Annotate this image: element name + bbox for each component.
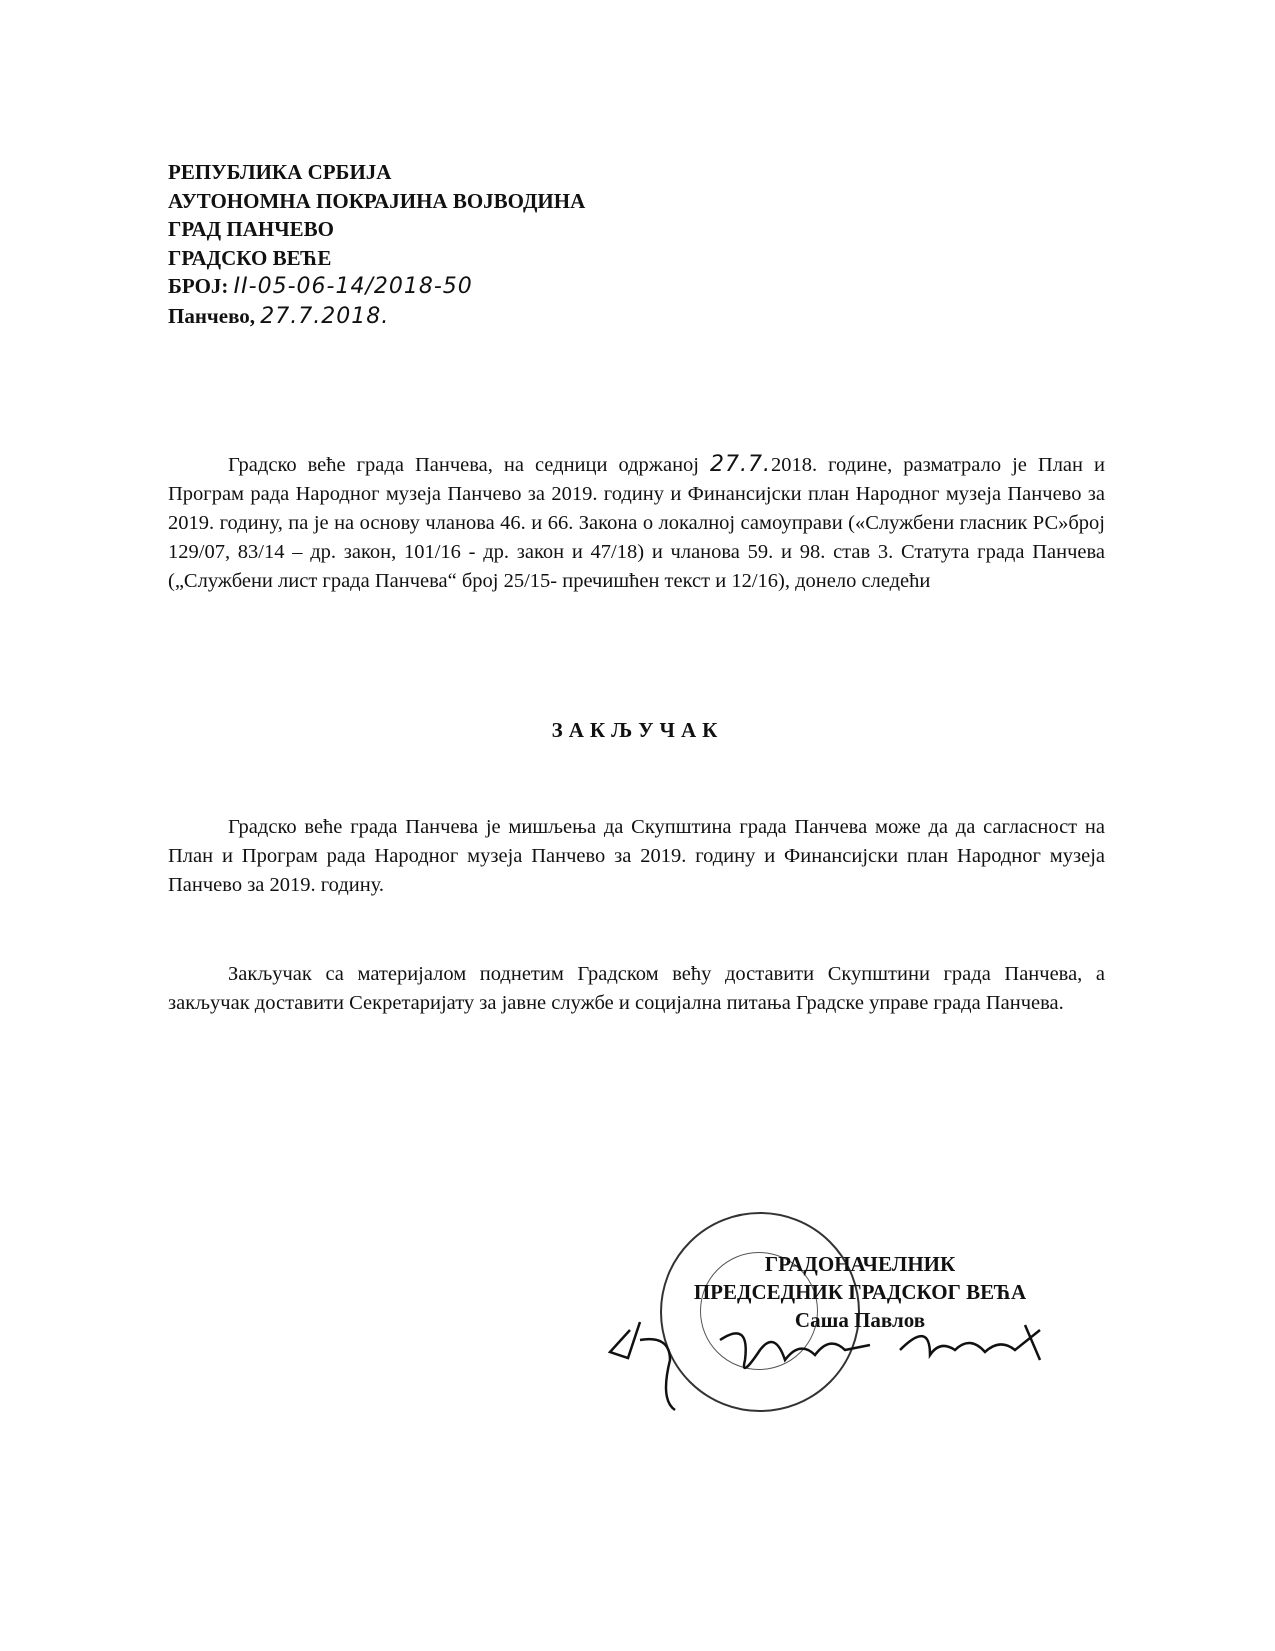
signatory-title-mayor: ГРАДОНАЧЕЛНИК bbox=[764, 1252, 956, 1276]
header-council: ГРАДСКО ВЕЋЕ bbox=[168, 245, 332, 270]
conclusion-paragraph-2: Закључак са материјалом поднетим Градском већу доставити Скупштини града Панчева, а закључак доставити Секретаријату за јавне службе и социјална питања Градске управе града Панчева. bbox=[168, 963, 1105, 1014]
signatory-name: Саша Павлов bbox=[794, 1308, 926, 1332]
handwritten-session-date: 27.7. bbox=[710, 452, 771, 477]
header-city: ГРАД ПАНЧЕВО bbox=[168, 217, 334, 241]
handwritten-number: II-05-06-14/2018-50 bbox=[233, 274, 473, 299]
handwritten-signature bbox=[600, 1300, 1060, 1420]
header-number: БРОЈ: II-05-06-14/2018-50 bbox=[168, 274, 473, 299]
intro-paragraph: Градско веће града Панчева, на седници одржаној 27.7.2018. године, разматрало је План и Програм рада Народног музеја Панчево за 2019. годину и Финансијски план Народног музеја Панчево за 2019. годину, па је на основу чланова 46. и 66. Закона о локалној самоуправи («Службени гласник РС»број 129/07, 83/14 – др. закон, 101/16 - др. закон и 47/18) и чланова 59. и 98. став 3. Статута града Панчева („Службени лист града Панчева“ број 25/15- пречишћен текст и 12/16), донело следећи bbox=[168, 452, 1105, 592]
header-place-date: Панчево, 27.7.2018. bbox=[168, 303, 390, 329]
signatory-title-president: ПРЕДСЕДНИК ГРАДСКОГ ВЕЋА bbox=[693, 1280, 1027, 1304]
document-title: ЗАКЉУЧАК bbox=[551, 718, 724, 742]
header-country: РЕПУБЛИКА СРБИЈА bbox=[168, 160, 392, 184]
handwritten-date: 27.7.2018. bbox=[260, 303, 390, 329]
conclusion-paragraph-1: Градско веће града Панчева је мишљења да Скупштина града Панчева може да да сагласност на План и Програм рада Народног музеја Панчево за 2019. годину и Финансијски план Народног музеја Панчево за 2019. годину. bbox=[168, 816, 1105, 896]
document-header bbox=[168, 158, 585, 331]
header-province: АУТОНОМНА ПОКРАЈИНА ВОЈВОДИНА bbox=[168, 188, 586, 213]
